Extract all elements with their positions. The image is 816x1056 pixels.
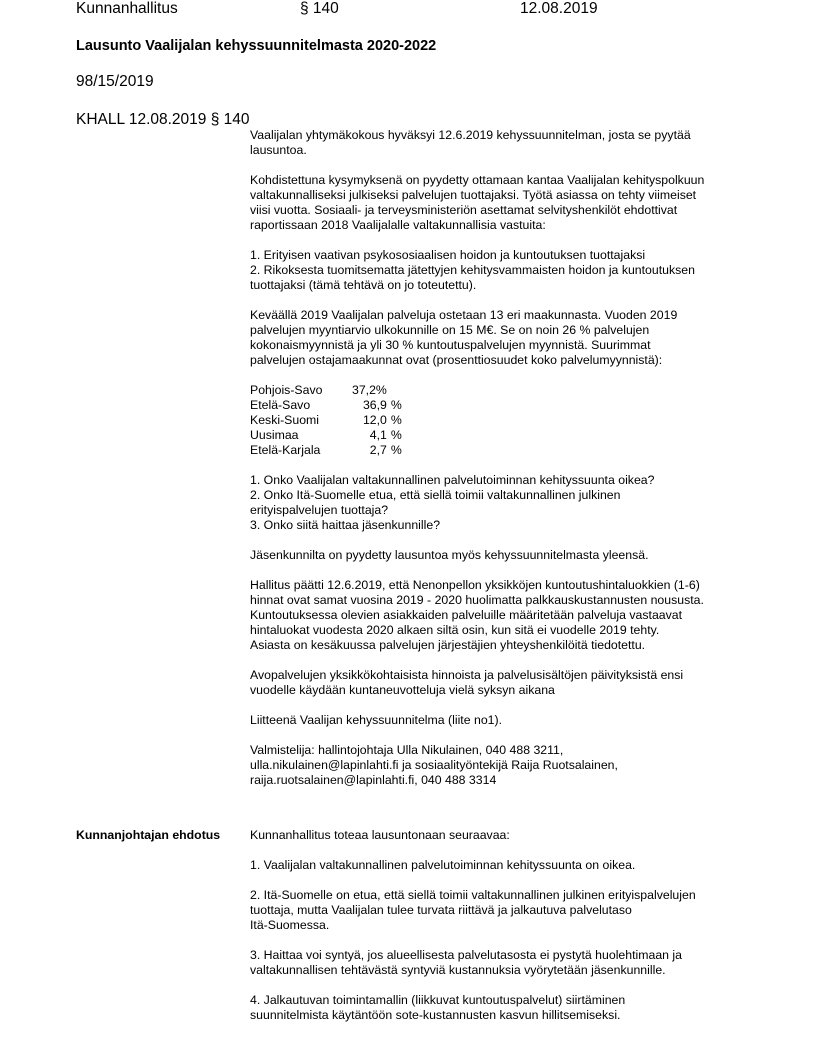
table-row — [250, 413, 402, 428]
proposal-label: Kunnanjohtajan ehdotus — [76, 828, 221, 842]
table-row — [250, 383, 402, 398]
region-share: 12,0 — [362, 413, 387, 427]
table-row — [250, 428, 402, 443]
table-row — [250, 398, 402, 413]
region-share: 4,1 — [369, 428, 387, 442]
share-unit: % — [390, 398, 402, 412]
header-organ: Kunnanhallitus — [76, 0, 178, 17]
table-row — [250, 443, 402, 458]
proposal-intro: Kunnanhallitus toteaa lausuntonaan seuraavaa: — [250, 828, 510, 842]
paragraph-attachment: Liitteenä Vaalijan kehyssuunnitelma (liite no1). — [250, 713, 503, 727]
paragraph-preparer: Valmistelija: hallintojohtaja Ulla Nikulainen, 040 488 3211, ulla.nikulainen@lapinlahti.fi ja sosiaalityöntekijä Raija Ruotsalainen, raija.ruotsalainen@lapinlahti.fi, 040 488 3314 — [250, 743, 618, 787]
paragraph-responsibilities: 1. Erityisen vaativan psykososiaalisen hoidon ja kuntoutuksen tuottajaksi 2. Rikoksesta tuomitsematta jätettyjen kehitysvammaisten hoidon ja kuntoutuksen tuottajaksi (tämä tehtävä on jo toteutettu). — [250, 248, 695, 292]
share-unit — [387, 383, 402, 398]
region-name: Keski-Suomi — [250, 413, 320, 427]
region-share: 2,7 — [369, 443, 387, 457]
region-share-table — [250, 383, 402, 458]
case-description — [250, 128, 750, 788]
share-unit: % — [390, 413, 402, 427]
proposal-item-4: 4. Jalkautuvan toimintamallin (liikkuvat kuntoutuspalvelut) siirtäminen suunnitelmista käytäntöön sote-kustannusten kasvun hillitsemiseksi. — [250, 993, 626, 1022]
document-number: 98/15/2019 — [76, 73, 154, 90]
meeting-reference: KHALL 12.08.2019 § 140 — [76, 111, 250, 128]
proposal-item-1: 1. Vaalijalan valtakunnallinen palvelutoiminnan kehityssuunta on oikea. — [250, 858, 636, 872]
page-header — [76, 0, 776, 20]
region-share: 37,2% — [352, 383, 387, 397]
region-share: 36,9 — [362, 398, 387, 412]
paragraph-intro: Vaalijalan yhtymäkokous hyväksyi 12.6.2019 kehyssuunnitelman, josta se pyytää lausuntoa. — [250, 128, 691, 157]
share-unit: % — [390, 428, 402, 442]
header-date: 12.08.2019 — [520, 0, 598, 17]
document-title: Lausunto Vaalijalan kehyssuunnitelmasta 2020-2022 — [76, 38, 437, 54]
region-name: Etelä-Savo — [250, 398, 311, 412]
region-name: Uusimaa — [250, 428, 299, 442]
region-name: Etelä-Karjala — [250, 443, 321, 457]
share-unit: % — [390, 443, 402, 457]
paragraph-question: Kohdistettuna kysymyksenä on pyydetty ottamaan kantaa Vaalijalan kehityspolkuun valtakunnalliseksi julkiseksi palvelujen tuottajaksi. Työtä asiassa on tehty viimeiset viisi vuotta. Sosiaali- ja terveysministeriön asettamat selvityshenkilöt ehdottivat raportissaan 2018 Vaalijalalle valtakunnallisia vastuita: — [250, 173, 705, 232]
paragraph-sales: Keväällä 2019 Vaalijalan palveluja ostetaan 13 eri maakunnasta. Vuoden 2019 palvelujen myyntiarvio ulkokunnille on 15 M€. Se on noin 26 % palvelujen kokonaismyynnistä ja yli 30 % kuntoutuspalvelujen myynnistä. Suurimmat palvelujen ostajamaakunnat ovat (prosenttiosuudet koko palvelumyynnistä): — [250, 308, 678, 367]
proposal-text — [250, 828, 750, 1023]
proposal-item-2: 2. Itä-Suomelle on etua, että siellä toimii valtakunnallinen julkinen erityispalvelujen tuottaja, mutta Vaalijalan tulee turvata riittävä ja jalkautuva palvelutaso Itä-Suomessa. — [250, 888, 696, 932]
region-name: Pohjois-Savo — [250, 383, 323, 397]
paragraph-general: Jäsenkunnilta on pyydetty lausuntoa myös kehyssuunnitelmasta yleensä. — [250, 548, 649, 562]
paragraph-pricing: Hallitus päätti 12.6.2019, että Nenonpellon yksikköjen kuntoutushintaluokkien (1-6) hinnat ovat samat vuosina 2019 - 2020 huolimatta palkkauskustannusten noususta. Kuntoutuksessa olevien asiakkaiden palveluille määritetään palveluja vastaavat hintaluokat vuodesta 2020 alkaen siltä osin, kun sitä ei vuodelle 2019 tehty. Asiasta on kesäkuussa palvelujen järjestäjien yhteyshenkilöitä tiedotettu. — [250, 578, 704, 652]
header-section: § 140 — [300, 0, 339, 17]
proposal-item-3: 3. Haittaa voi syntyä, jos alueellisesta palvelutasosta ei pystytä huolehtimaan ja valtakunnallisen tehtävästä syntyviä kustannuksia vyörytetään jäsenkunnille. — [250, 948, 683, 977]
paragraph-negotiations: Avopalvelujen yksikkökohtaisista hinnoista ja palvelusisältöjen päivityksistä ensi vuodelle käydään kuntaneuvotteluja vielä syksyn aikana — [250, 668, 684, 697]
paragraph-questions: 1. Onko Vaalijalan valtakunnallinen palvelutoiminnan kehityssuunta oikea? 2. Onko Itä-Suomelle etua, että siellä toimii valtakunnallinen julkinen erityispalvelujen tuottaja? 3. Onko siitä haittaa jäsenkunnille? — [250, 473, 655, 532]
